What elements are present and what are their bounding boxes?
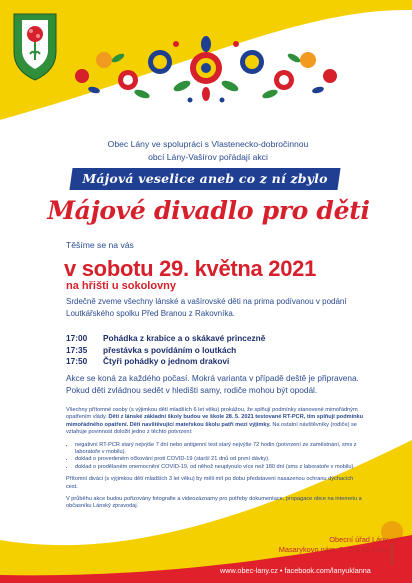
event-place: na hřišti u sokolovny <box>66 280 177 292</box>
covid-proof-item: • doklad o provedeném očkování proti COVID-19 (starší 21 dnů od první dávky). <box>75 456 364 463</box>
event-banner-text: Májová veselice aneb co z ní zbylo <box>82 171 328 186</box>
weather-notice: Akce se koná za každého počasí. Mokrá varianta v případě deště je připravena. Pokud děti zvládnou sedět v hledišti samy, rodiče mohou být opodál. <box>66 373 359 395</box>
covid-rules-others: Na ostatní návštěvníky (rodiče) se vztahuje povinnost doložit jedno z těchto potvrzení: <box>66 421 357 436</box>
photo-notice: V průběhu akce budou pořizovány fotografie a videozáznamy pro potřeby dokumentace, propagace obce na internetu a občasníku Lánský zpravodaj. <box>66 496 362 510</box>
program-time: 17:35 <box>66 344 88 355</box>
program-label: Pohádka z krabice a o skákavé princezně <box>103 333 266 343</box>
covid-rules-school: Děti z lánské základní školy budou ve škole 28. 5. 2021 testované RT-PCR, tím splňují podmínku mimořádného opatření. Děti navštěvující mateřskou školu patří mezi výjimky. <box>66 414 364 428</box>
event-title: Májové divadlo pro děti <box>47 196 370 225</box>
office-name: Obecní úřad Lány <box>329 535 388 544</box>
program-label: Čtyři pohádky o jednom drakovi <box>103 356 230 366</box>
program-list <box>66 333 366 368</box>
event-date: v sobotu 29. května 2021 <box>64 256 317 281</box>
covid-proof-item: • negativní RT-PCR starý nejvýše 7 dní nebo antigenní test starý nejvýše 72 hodin (potvrzení ze zaměstnání, sms z laboratoře v mobilu). <box>75 442 364 457</box>
organizer-intro <box>58 138 358 163</box>
intro-line-1: Obec Lány ve spolupráci s Vlastenecko-dobročinnou <box>107 139 309 149</box>
covid-rules <box>66 407 364 516</box>
covid-proof-item: • doklad o prodělaném onemocnění COVID-19, od něhož neuplynulo více než 180 dní (sms z laboratoře v mobilu). <box>75 464 364 471</box>
invitation-text: Srdečně zveme všechny lánské a vašírovské děti na prima podívanou v podání Loutkářského spolku Před Branou z Rakovníka. <box>66 297 347 318</box>
program-item <box>66 333 366 345</box>
office-address: Masarykovo nám. 9, 270 61 Lány <box>278 544 388 554</box>
crest-icon <box>14 14 56 80</box>
office-contact <box>279 535 388 554</box>
program-item <box>66 356 366 368</box>
mask-notice: Přítomní diváci (s výjimkou dětí mladších 3 let věku) by měli mít po dobu představení nasazenou ochranu dýchacích cest. <box>66 476 354 490</box>
program-time: 17:00 <box>66 333 88 343</box>
program-label: přestávka s povídáním o loutkách <box>103 344 237 355</box>
intro-line-2: obcí Lány-Vašírov pořádají akci <box>148 151 268 162</box>
covid-proof-list <box>66 442 364 472</box>
program-item <box>66 345 366 357</box>
covid-rules-intro: Všechny přítomné osoby (s výjimkou dětí mladších 6 let věku) prokážou, že splňují podmínky stanovené mimořádným opatřením vlády. <box>66 407 358 421</box>
covid-rules-paragraph <box>66 407 364 437</box>
greeting-text: Těšíme se na vás <box>66 240 134 250</box>
program-time: 17:50 <box>66 356 88 366</box>
footer-links[interactable]: www.obec-lany.cz • facebook.com/lanyuklanna <box>220 566 371 575</box>
